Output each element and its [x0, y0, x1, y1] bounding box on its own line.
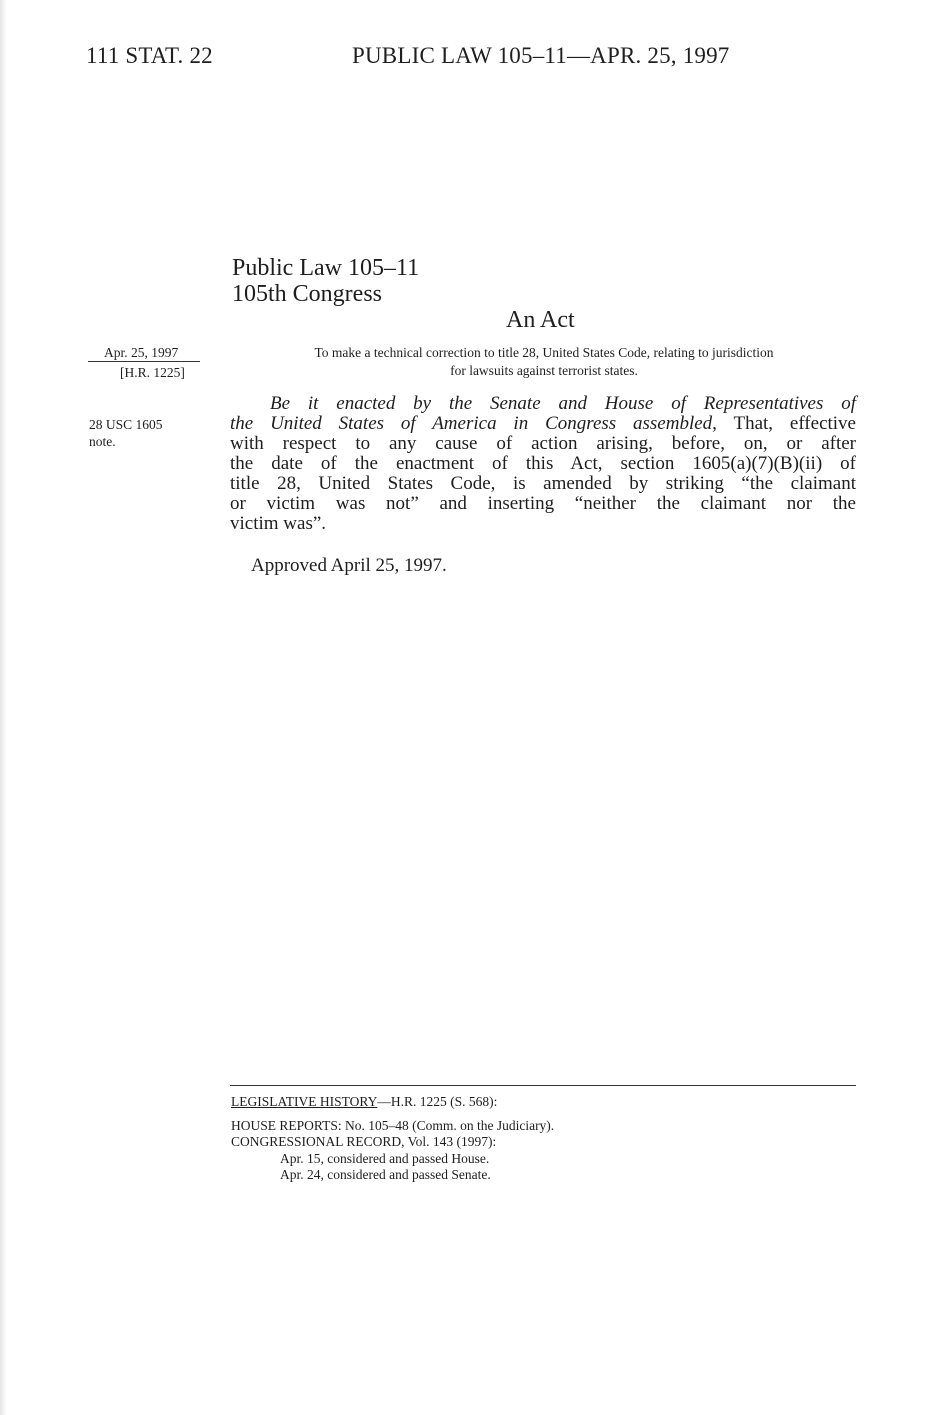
stat-page-number: 111 STAT. 22: [86, 43, 213, 68]
enacting-line-5: title 28, United States Code, is amended by striking “the claimant: [230, 473, 856, 494]
margin-usc-cite: 28 USC 1605: [89, 417, 163, 432]
margin-date-rule: [88, 361, 200, 362]
act-purpose-line-2: for lawsuits against terrorist states.: [450, 363, 638, 378]
legislative-history-heading: [231, 1094, 497, 1111]
running-title: PUBLIC LAW 105–11—APR. 25, 1997: [352, 43, 730, 68]
enacting-line-2: [230, 414, 856, 434]
enacting-line-1: [230, 394, 856, 414]
enacting-line-7: victim was”.: [230, 513, 327, 534]
history-entry: Apr. 15, considered and passed House.: [280, 1151, 490, 1166]
margin-usc-note: note.: [89, 434, 116, 449]
act-purpose-line-1: To make a technical correction to title 28, United States Code, relating to jurisdiction: [314, 345, 774, 360]
margin-date: Apr. 25, 1997: [104, 345, 179, 360]
congress-number: 105th Congress: [232, 281, 382, 307]
enacting-line-1-rest: That, effective: [716, 413, 856, 434]
act-label: An Act: [506, 307, 575, 333]
legislative-history-bill: —H.R. 1225 (S. 568):: [377, 1094, 498, 1109]
law-number: Public Law 105–11: [232, 255, 420, 281]
enacting-clause: [230, 394, 856, 534]
enacting-italic-2: the United States of America in Congress assembled,: [230, 413, 717, 434]
legislative-history-label: LEGISLATIVE HISTORY: [231, 1094, 378, 1109]
page-edge-shadow: [0, 0, 7, 1415]
history-rule: [230, 1085, 856, 1086]
enacting-line-6: or victim was not” and inserting “neither the claimant nor the: [230, 493, 856, 514]
approval-date: Approved April 25, 1997.: [251, 555, 447, 576]
history-entry: Apr. 24, considered and passed Senate.: [280, 1167, 491, 1182]
enacting-line-4: the date of the enactment of this Act, section 1605(a)(7)(B)(ii) of: [230, 453, 856, 474]
act-purpose: [232, 344, 856, 380]
house-reports: HOUSE REPORTS: No. 105–48 (Comm. on the Judiciary).: [231, 1118, 555, 1133]
enacting-line-3: with respect to any cause of action arising, before, on, or after: [230, 433, 856, 454]
enacting-italic-1: Be it enacted by the Senate and House of Representatives of: [270, 393, 856, 414]
margin-bill-number: [H.R. 1225]: [120, 365, 185, 380]
congressional-record: CONGRESSIONAL RECORD, Vol. 143 (1997):: [231, 1134, 497, 1149]
